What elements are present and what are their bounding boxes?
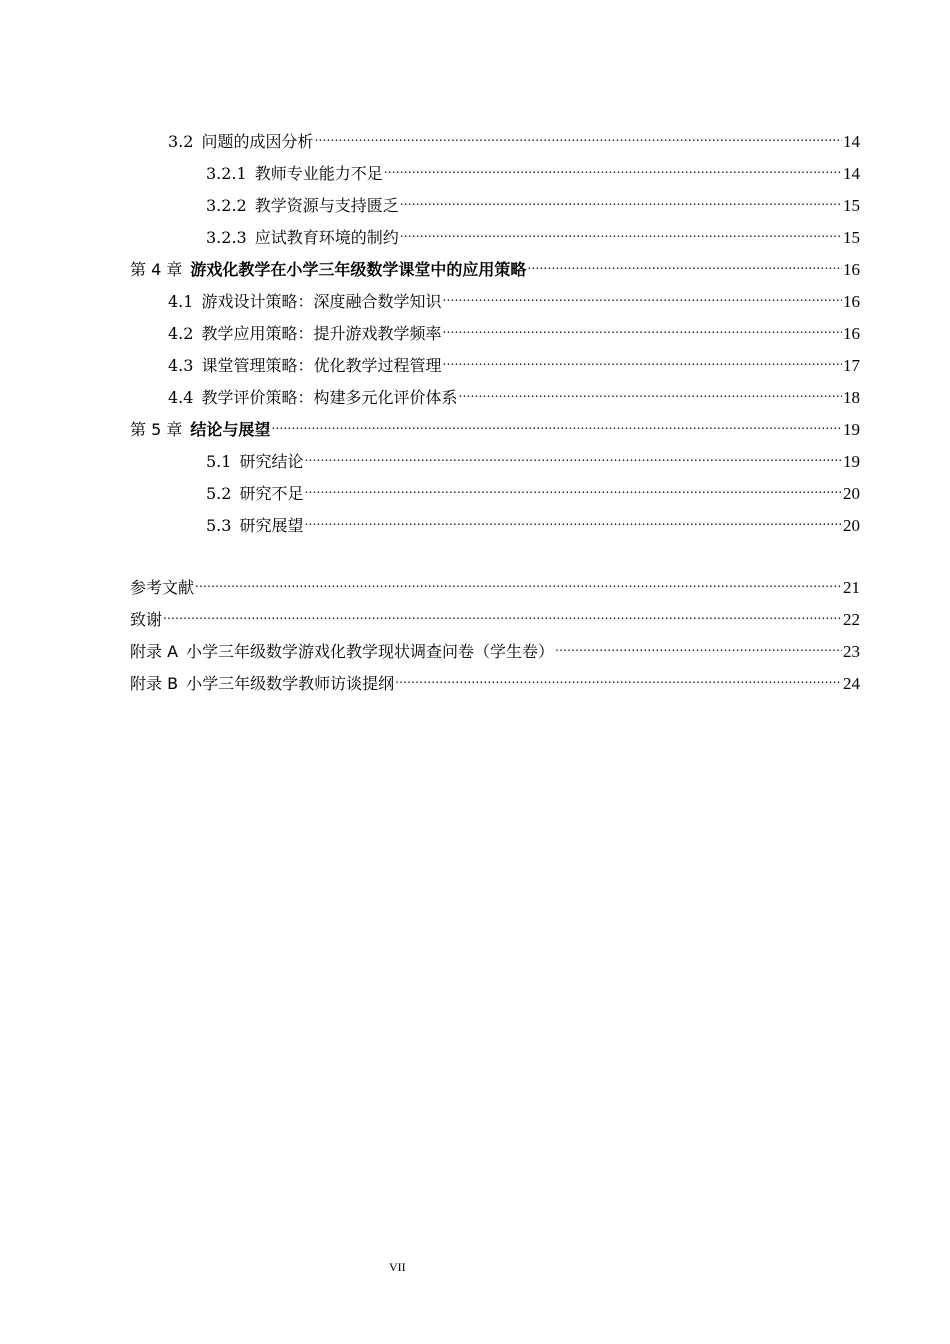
dot-leader (271, 403, 842, 435)
toc-chapter-number: 第 5 章 (130, 420, 183, 439)
toc-entry-acknowledgements[interactable] (130, 593, 860, 629)
toc-entry-page: 14 (843, 132, 860, 151)
toc-entry-title: 小学三年级数学教师访谈提纲 (186, 674, 395, 693)
dot-leader (163, 593, 842, 625)
toc-entry-title: 教学评价策略：构建多元化评价体系 (201, 388, 458, 407)
toc-entry-page: 17 (843, 356, 860, 375)
toc-entry-3-2[interactable] (130, 115, 860, 151)
toc-entry-page: 20 (843, 484, 860, 503)
toc-entry-number: 3.2.3 (206, 228, 247, 247)
toc-entry-title: 课堂管理策略：优化教学过程管理 (201, 356, 442, 375)
toc-entry-appendix-a[interactable] (130, 625, 860, 661)
toc-entry-page: 24 (843, 674, 860, 693)
toc-entry-number: 附录 B (130, 674, 179, 693)
toc-entry-page: 18 (843, 388, 860, 407)
dot-leader (555, 625, 842, 657)
dot-leader (195, 561, 842, 593)
toc-entry-number: 5.3 (206, 516, 232, 535)
toc-entry-title: 研究展望 (239, 516, 304, 535)
toc-entry-page: 16 (843, 292, 860, 311)
dot-leader (314, 115, 842, 147)
toc-entry-page: 16 (843, 260, 860, 279)
toc-entry-references[interactable] (130, 561, 860, 597)
toc-entry-page: 20 (843, 516, 860, 535)
toc-entry-page: 19 (843, 420, 860, 439)
dot-leader (304, 467, 842, 499)
toc-entry-title: 研究不足 (239, 484, 304, 503)
toc-chapter-title: 游戏化教学在小学三年级数学课堂中的应用策略 (190, 260, 527, 279)
toc-entry-title: 游戏设计策略：深度融合数学知识 (201, 292, 442, 311)
toc-entry-title: 问题的成因分析 (201, 132, 314, 151)
toc-entry-number: 附录 A (130, 642, 179, 661)
toc-entry-title: 研究结论 (239, 452, 304, 471)
toc-entry-page: 19 (843, 452, 860, 471)
toc-entry-number: 4.4 (168, 388, 194, 407)
page-footer-number: VII (389, 1260, 406, 1274)
dot-leader (442, 307, 842, 339)
dot-leader (304, 499, 842, 531)
dot-leader (395, 657, 842, 689)
toc-entry-number: 4.3 (168, 356, 194, 375)
toc-entry-title: 致谢 (130, 610, 163, 629)
toc-entry-number: 5.2 (206, 484, 232, 503)
toc-entry-title: 应试教育环境的制约 (254, 228, 399, 247)
table-of-contents (130, 115, 860, 693)
toc-entry-number: 3.2.2 (206, 196, 247, 215)
toc-entry-title: 教学资源与支持匮乏 (254, 196, 399, 215)
dot-leader (442, 275, 842, 307)
toc-entry-title: 参考文献 (130, 578, 195, 597)
toc-entry-page: 21 (843, 578, 860, 597)
toc-entry-number: 4.2 (168, 324, 194, 343)
toc-entry-page: 22 (843, 610, 860, 629)
toc-entry-page: 14 (843, 164, 860, 183)
dot-leader (442, 339, 842, 371)
toc-entry-title: 小学三年级数学游戏化教学现状调查问卷（学生卷） (186, 642, 555, 661)
toc-entry-title: 教学应用策略：提升游戏教学频率 (201, 324, 442, 343)
toc-entry-page: 15 (843, 228, 860, 247)
toc-entry-page: 16 (843, 324, 860, 343)
dot-leader (527, 243, 842, 275)
dot-leader (384, 147, 842, 179)
dot-leader (400, 211, 842, 243)
dot-leader (304, 435, 842, 467)
toc-chapter-title: 结论与展望 (190, 420, 271, 439)
dot-leader (400, 179, 842, 211)
toc-entry-number: 5.1 (206, 452, 232, 471)
toc-entry-number: 3.2.1 (206, 164, 247, 183)
toc-entry-title: 教师专业能力不足 (254, 164, 383, 183)
toc-entry-number: 3.2 (168, 132, 194, 151)
dot-leader (458, 371, 842, 403)
toc-entry-page: 15 (843, 196, 860, 215)
toc-entry-number: 4.1 (168, 292, 194, 311)
toc-entry-page: 23 (843, 642, 860, 661)
toc-chapter-number: 第 4 章 (130, 260, 183, 279)
